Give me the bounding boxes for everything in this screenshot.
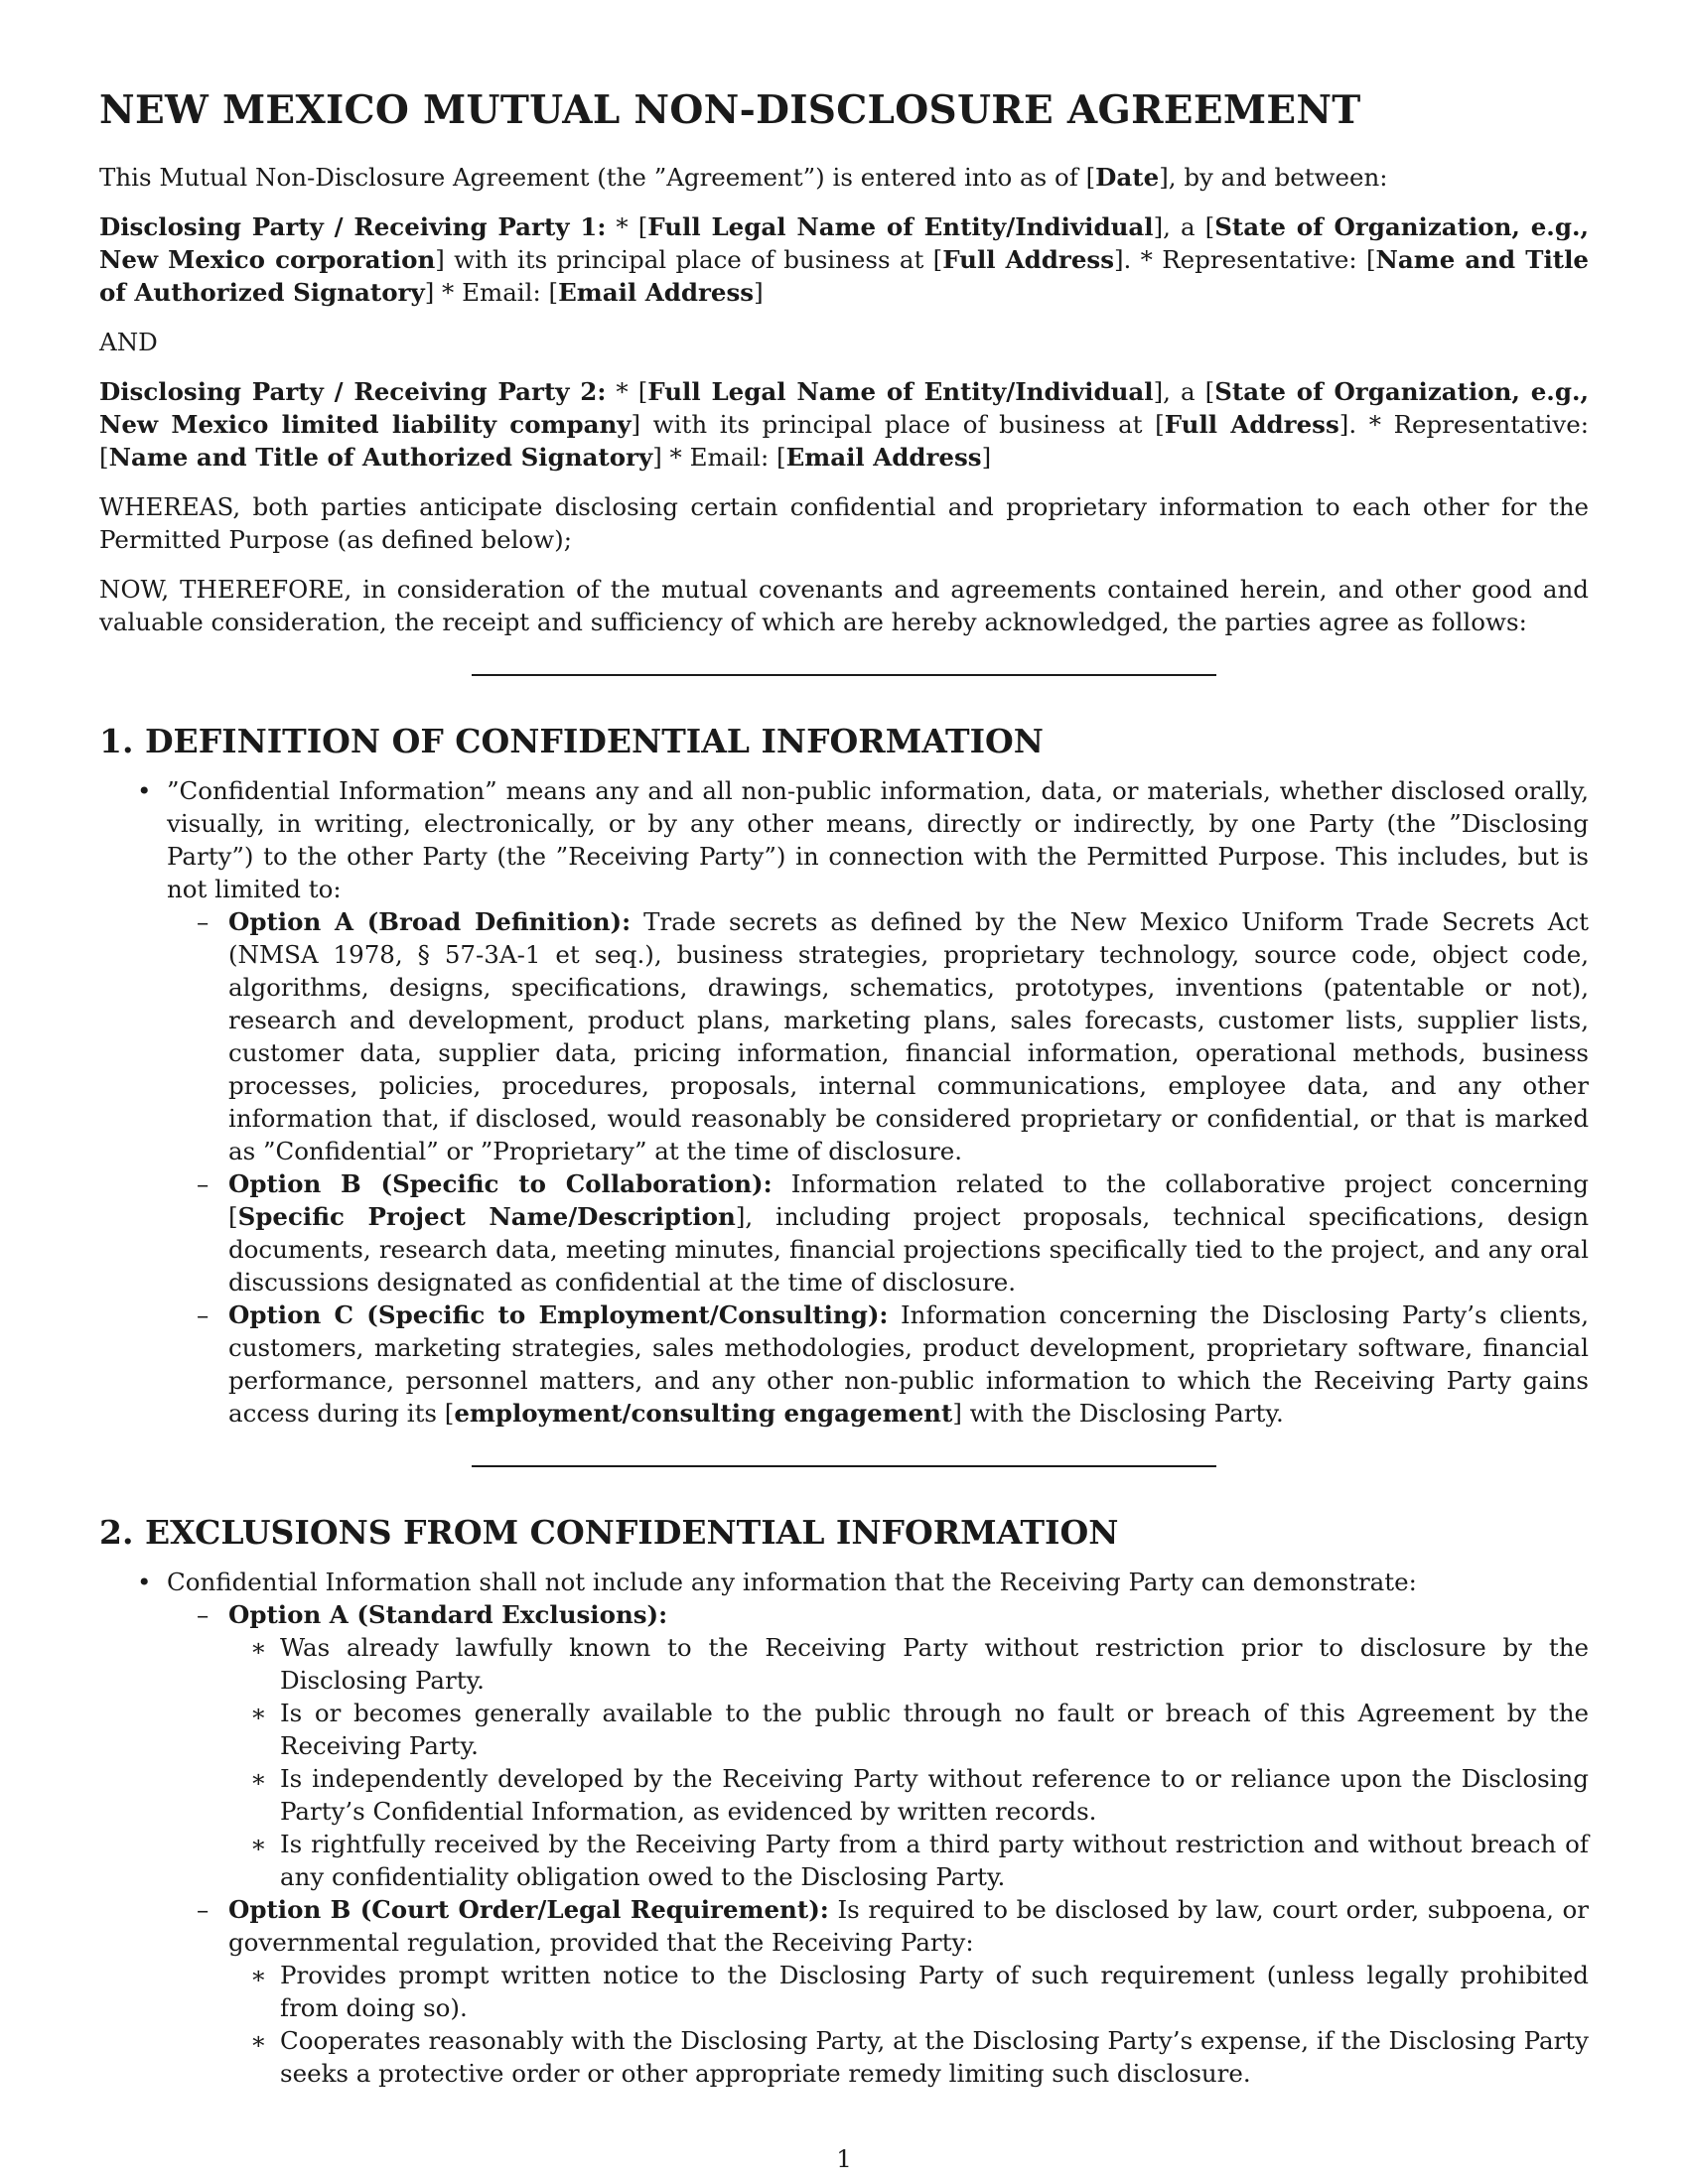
page-number: 1 (836, 2144, 852, 2173)
list-item: • ”Confidential Information” means any and all non-public information, data, or materials, whether disclosed orally, visually, in writing, electronically, or by any other means, directly or indirectly, by one Party (the ”Disclosing Party”) to the other Party (the ”Receiving Party”) in connection with the Permitted Purpose. This includes, but is not limited to: – Option A (Broad Definition): Trade secrets as defined by the New Mexico Uniform Trade Secrets Act (NMSA 1978, § 57-3A-1 et seq.), business strategies, proprietary technology, source code, object code, algorithms, designs, specifications, drawings, schematics, prototypes, inventions (patentable or not), research and development, product plans, marketing plans, sales forecasts, customer lists, supplier lists, customer data, supplier data, pricing information, financial information, operational methods, business processes, policies, procedures, proposals, internal communications, employee data, and any other information that, if disclosed, would reasonably be considered proprietary or confidential, or that is marked as ”Confidential” or ”Proprietary” at the time of disclosure. – Option B (Specific to Collaboration): Information related to the collaborative project concerning [Specific Project Name/Description], including project proposals, technical specifications, design documents, research data, meeting minutes, financial projections specifically tied to the project, and any oral discussions designated as confidential at the time of disclosure. – Option C (Specific to Employment/Consulting): Information concerning the Disclosing Party’s clients, customers, marketing strategies, sales methodologies, product development, proprietary software, financial performance, personnel matters, and any other non-public information to which the Receiving Party gains access during its [employment/consulting engagement] with the Disclosing Party. (137, 776, 1589, 1428)
section-1-list (99, 774, 1589, 1430)
bullet-marker: • (137, 776, 152, 805)
list-item: ∗ Provides prompt written notice to the Disclosing Party of such requirement (unless legally prohibited from doing so). (250, 1961, 1589, 2022)
option-a-item: – Option A (Standard Exclusions): ∗ Was already lawfully known to the Receiving Party without restriction prior to disclosure by the Disclosing Party. ∗ Is or becomes generally available to the public through no fault or breach of this Agreement by the Receiving Party. ∗ Is independently developed by the Receiving Party without reference to or reliance upon the Disclosing Party’s Confidential Information, as evidenced by written records. ∗ Is rightfully received by the Receiving Party from a third party without restriction and without breach of any confidentiality obligation owed to the Disclosing Party. (197, 1600, 1589, 1891)
date-placeholder: Date (1095, 163, 1160, 192)
option-a-item: – Option A (Broad Definition): Trade secrets as defined by the New Mexico Uniform Trade Secrets Act (NMSA 1978, § 57-3A-1 et seq.), business strategies, proprietary technology, source code, object code, algorithms, designs, specifications, drawings, schematics, prototypes, inventions (patentable or not), research and development, product plans, marketing plans, sales forecasts, customer lists, supplier lists, customer data, supplier data, pricing information, financial information, operational methods, business processes, policies, procedures, proposals, internal communications, employee data, and any other information that, if disclosed, would reasonably be considered proprietary or confidential, or that is marked as ”Confidential” or ”Proprietary” at the time of disclosure. (197, 907, 1589, 1165)
list-item: ∗ Is rightfully received by the Receiving Party from a third party without restriction and without breach of any confidentiality obligation owed to the Disclosing Party. (250, 1830, 1589, 1891)
document-page (99, 87, 1589, 2090)
party-2-representative: Name and Title of Authorized Signatory (108, 443, 653, 472)
star-marker: ∗ (250, 1699, 267, 1727)
option-c-item: – Option C (Specific to Employment/Consulting): Information concerning the Disclosing Party’s clients, customers, marketing strategies, sales methodologies, product development, proprietary software, financial performance, personnel matters, and any other non-public information to which the Receiving Party gains access during its [employment/consulting engagement] with the Disclosing Party. (197, 1300, 1589, 1428)
party-2-email: Email Address (785, 443, 982, 472)
party-1-email: Email Address (558, 278, 755, 307)
list-item: ∗ Is independently developed by the Receiving Party without reference to or reliance upon the Disclosing Party’s Confidential Information, as evidenced by written records. (250, 1764, 1589, 1826)
star-marker: ∗ (250, 1764, 267, 1793)
dash-marker: – (197, 1169, 210, 1198)
intro-paragraph: This Mutual Non-Disclosure Agreement (the ”Agreement”) is entered into as of [Date], by and between: (99, 163, 1388, 192)
section-1-heading: 1. DEFINITION OF CONFIDENTIAL INFORMATION (99, 722, 1044, 760)
star-marker: ∗ (250, 1961, 267, 1989)
party-2-address: Full Address (1164, 410, 1339, 439)
dash-marker: – (197, 1895, 210, 1924)
option-b-item: – Option B (Court Order/Legal Requirement): Is required to be disclosed by law, court order, subpoena, or governmental regulation, provided that the Receiving Party: ∗ Provides prompt written notice to the Disclosing Party of such requirement (unless legally prohibited from doing so). ∗ Cooperates reasonably with the Disclosing Party, at the Disclosing Party’s expense, if the Disclosing Party seeks a protective order or other appropriate remedy limiting such disclosure. (197, 1895, 1589, 2088)
document-title: NEW MEXICO MUTUAL NON-DISCLOSURE AGREEMENT (99, 87, 1361, 133)
party-2-paragraph: Disclosing Party / Receiving Party 2: * [Full Legal Name of Entity/Individual], a [State of Organization, e.g., New Mexico limited liability company] with its principal place of business at [Full Address]. * Representative: [Name and Title of Authorized Signatory] * Email: [Email Address] (99, 377, 1590, 472)
party-1-label: Disclosing Party / Receiving Party 1: (99, 212, 607, 241)
party-1-representative: Name and Title of Authorized Signatory (99, 245, 1589, 307)
whereas-paragraph: WHEREAS, both parties anticipate disclosing certain confidential and proprietary information to each other for the Permitted Purpose (as defined below); (99, 492, 1589, 554)
party-2-state: State of Organization, e.g., New Mexico limited liability company (99, 377, 1590, 439)
party-1-state: State of Organization, e.g., New Mexico corporation (99, 212, 1590, 274)
horizontal-rule (472, 674, 1216, 676)
horizontal-rule (472, 1465, 1216, 1467)
star-marker: ∗ (250, 2026, 267, 2055)
and-separator: AND (99, 328, 158, 356)
list-item: ∗ Was already lawfully known to the Receiving Party without restriction prior to disclosure by the Disclosing Party. (250, 1633, 1589, 1695)
dash-marker: – (197, 907, 210, 936)
list-item: ∗ Cooperates reasonably with the Disclosing Party, at the Disclosing Party’s expense, if the Disclosing Party seeks a protective order or other appropriate remedy limiting such disclosure. (250, 2026, 1589, 2088)
now-therefore-paragraph: NOW, THEREFORE, in consideration of the mutual covenants and agreements contained herein, and other good and valuable consideration, the receipt and sufficiency of which are hereby acknowledged, the parties agree as follows: (99, 575, 1589, 636)
party-2-name: Full Legal Name of Entity/Individual (647, 377, 1154, 406)
star-marker: ∗ (250, 1633, 267, 1662)
star-marker: ∗ (250, 1830, 267, 1858)
party-1-paragraph: Disclosing Party / Receiving Party 1: * [Full Legal Name of Entity/Individual], a [State of Organization, e.g., New Mexico corporation] with its principal place of business at [Full Address]. * Representative: [Name and Title of Authorized Signatory] * Email: [Email Address] (99, 212, 1590, 307)
list-item: ∗ Is or becomes generally available to the public through no fault or breach of this Agreement by the Receiving Party. (250, 1699, 1589, 1760)
party-2-label: Disclosing Party / Receiving Party 2: (99, 377, 607, 406)
section-2-list (99, 1566, 1589, 2090)
option-b-item: – Option B (Specific to Collaboration): Information related to the collaborative project concerning [Specific Project Name/Description], including project proposals, technical specifications, design documents, research data, meeting minutes, financial projections specifically tied to the project, and any oral discussions designated as confidential at the time of disclosure. (197, 1169, 1589, 1297)
list-item: • Confidential Information shall not include any information that the Receiving Party can demonstrate: – Option A (Standard Exclusions): ∗ Was already lawfully known to the Receiving Party without restriction prior to disclosure by the Disclosing Party. ∗ Is or becomes generally available to the public through no fault or breach of this Agreement by the Receiving Party. ∗ Is independently developed by the Receiving Party without reference to or reliance upon the Disclosing Party’s Confidential Information, as evidenced by written records. ∗ Is rightfully received by the Receiving Party from a third party without restriction and without breach of any confidentiality obligation owed to the Disclosing Party. – Option B (Court Order/Legal Requirement): Is required to be disclosed by law, court order, subpoena, or governmental regulation, provided that the Receiving Party: ∗ Provides prompt written notice to the Disclosing Party of such requirement (unless legally prohibited from doing so). ∗ Cooperates reasonably with the Disclosing Party, at the Disclosing Party’s expense, if the Disclosing Party seeks a protective order or other appropriate remedy limiting such disclosure. (137, 1568, 1589, 2088)
bullet-marker: • (137, 1568, 152, 1596)
party-1-name: Full Legal Name of Entity/Individual (647, 212, 1154, 241)
section-2-heading: 2. EXCLUSIONS FROM CONFIDENTIAL INFORMATION (99, 1513, 1119, 1552)
dash-marker: – (197, 1300, 210, 1329)
party-1-address: Full Address (942, 245, 1114, 274)
dash-marker: – (197, 1600, 210, 1629)
